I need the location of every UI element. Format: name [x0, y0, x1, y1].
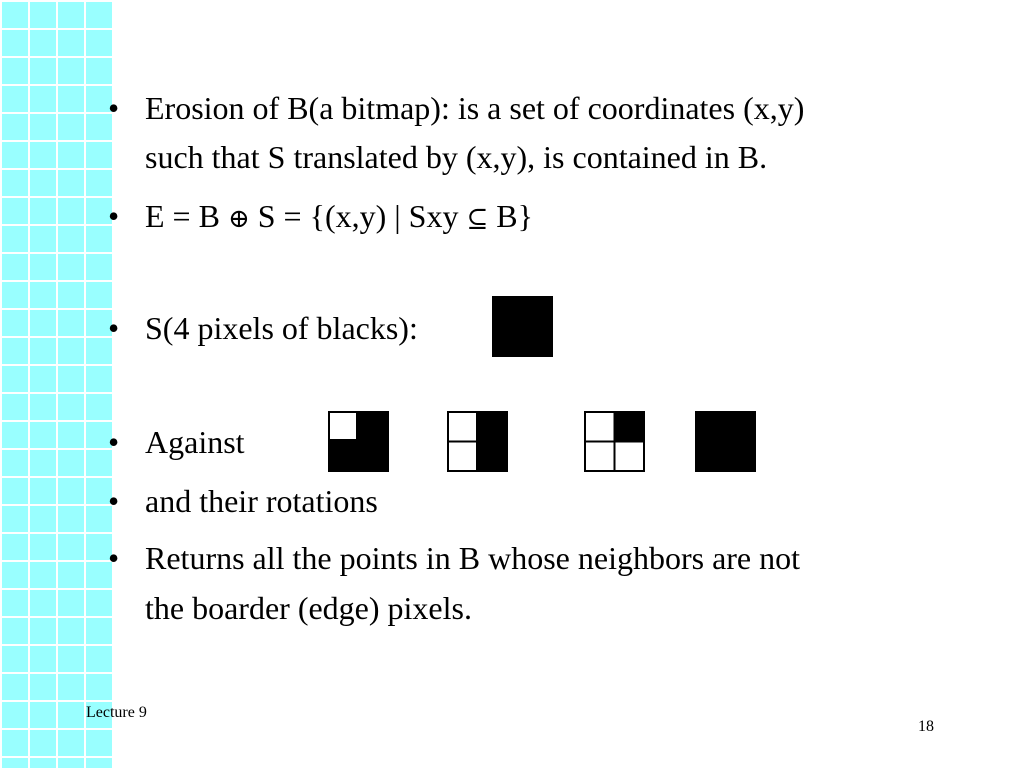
bullet-text-line-1: Returns all the points in B whose neighbors are not — [145, 540, 801, 576]
structuring-element-2x2-black — [492, 296, 554, 358]
bullet-glyph: • — [108, 424, 120, 460]
bullet-glyph: • — [108, 198, 120, 234]
decorative-grid-strip — [0, 0, 114, 768]
bullet-glyph: • — [108, 90, 120, 126]
bullet-text: and their rotations — [145, 483, 378, 519]
pattern-one-white-top-left — [328, 411, 390, 473]
page-number: 18 — [918, 718, 934, 735]
bullet-text-line-2: the boarder (edge) pixels. — [145, 590, 472, 626]
bullet-text: S(4 pixels of blacks): — [145, 310, 418, 346]
subset-symbol: ⊆ — [466, 204, 489, 234]
pattern-all-black — [695, 411, 757, 473]
footer-lecture-label: Lecture 9 — [86, 704, 147, 721]
pattern-only-top-right-black — [584, 411, 646, 473]
bullet-text-line-2: such that S translated by (x,y), is contained in B. — [145, 139, 768, 175]
equation-middle: S = {(x,y) | Sxy — [249, 198, 467, 234]
equation-lhs: E = B — [145, 198, 228, 234]
pattern-left-half-white — [447, 411, 509, 473]
oplus-symbol: ⊕ — [227, 204, 250, 234]
equation-rhs: B} — [488, 198, 533, 234]
bullet-text-line-1: Erosion of B(a bitmap): is a set of coordinates (x,y) — [145, 90, 805, 126]
bullet-glyph: • — [108, 310, 120, 346]
bullet-glyph: • — [108, 540, 120, 576]
bullet-glyph: • — [108, 483, 120, 519]
erosion-equation — [145, 192, 533, 243]
bullet-text: Against — [145, 424, 245, 460]
